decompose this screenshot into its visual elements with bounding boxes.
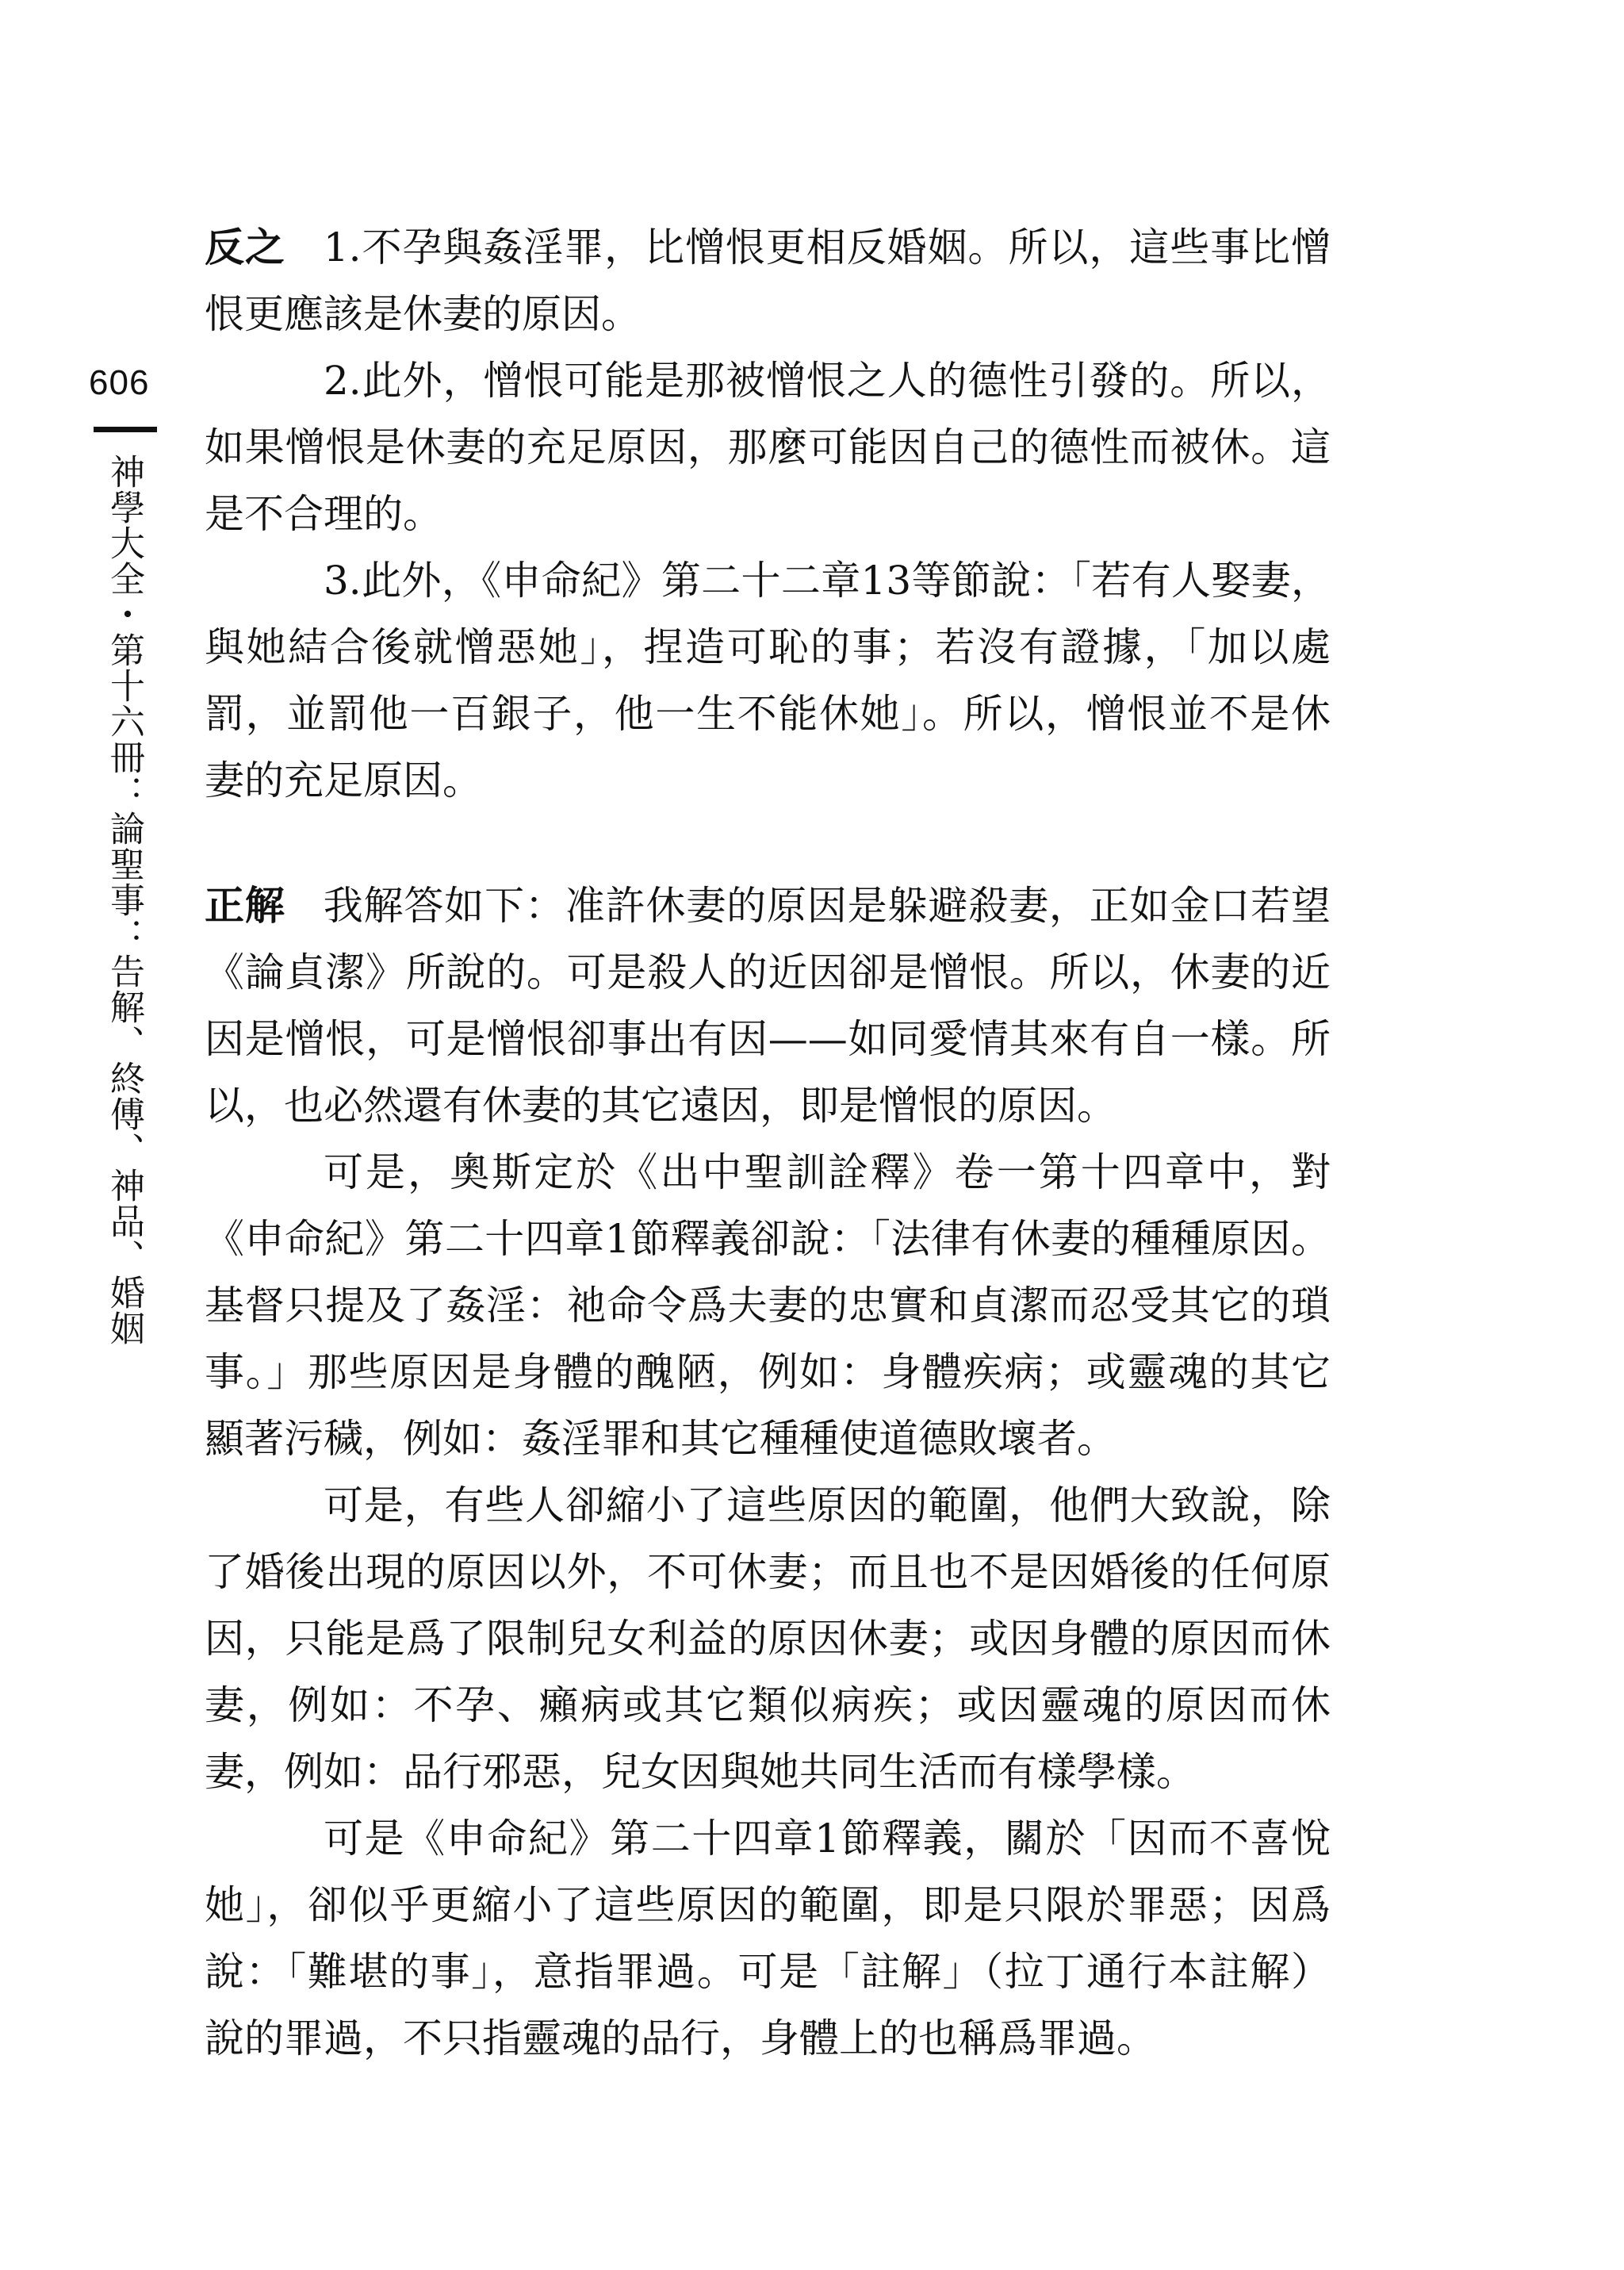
answer-label: 正解 <box>205 883 285 929</box>
contra-paragraph-3: 3.此外，《申命紀》第二十二章13等節說：「若有人娶妻，與她結合後就憎惡她」，捏造可恥的事；若沒有證據，「加以處罰，並罰他一百銀子，他一生不能休她」。所以，憎恨並不是休妻的充足原因。 <box>205 558 1331 803</box>
contra-text-1: 1.不孕與姦淫罪，比憎恨更相反婚姻。所以，這些事比憎恨更應該是休妻的原因。 <box>205 224 1331 337</box>
page-number: 606 <box>89 363 150 402</box>
section-gap <box>205 814 1331 872</box>
running-title: 神學大全・第十六冊：論聖事：告解、終傅、神品、婚姻 <box>104 454 144 1346</box>
contra-label: 反之 <box>205 224 285 270</box>
answer-text-1: 我解答如下：准許休妻的原因是躲避殺妻，正如金口若望《論貞潔》所說的。可是殺人的近因卻是憎恨。所以，休妻的近因是憎恨，可是憎恨卻事出有因——如同愛情其來有自一樣。所以，也必然還有休妻的其它遠因，即是憎恨的原因。 <box>205 883 1331 1129</box>
contra-paragraph-2: 2.此外，憎恨可能是那被憎恨之人的德性引發的。所以，如果憎恨是休妻的充足原因，那麼可能因自己的德性而被休。這是不合理的。 <box>205 358 1331 537</box>
contra-paragraph-1 <box>205 214 1331 347</box>
margin-rule <box>94 427 157 432</box>
answer-paragraph-1 <box>205 872 1331 1139</box>
body-text <box>205 214 1331 2072</box>
answer-paragraph-2: 可是，奧斯定於《出中聖訓詮釋》卷一第十四章中，對《申命紀》第二十四章1節釋義卻說：「法律有休妻的種種原因。基督只提及了姦淫：祂命令爲夫妻的忠實和貞潔而忍受其它的瑣事。」那些原因是身體的醜陋，例如：身體疾病；或靈魂的其它顯著污穢，例如：姦淫罪和其它種種使道德敗壞者。 <box>205 1149 1331 1462</box>
answer-paragraph-4: 可是《申命紀》第二十四章1節釋義，關於「因而不喜悅她」，卻似乎更縮小了這些原因的範圍，即是只限於罪惡；因爲說：「難堪的事」，意指罪過。可是「註解」（拉丁通行本註解）說的罪過，不只指靈魂的品行，身體上的也稱爲罪過。 <box>205 1816 1331 2061</box>
answer-paragraph-3: 可是，有些人卻縮小了這些原因的範圍，他們大致說，除了婚後出現的原因以外，不可休妻；而且也不是因婚後的任何原因，只能是爲了限制兒女利益的原因休妻；或因身體的原因而休妻，例如：不孕、癩病或其它類似病疾；或因靈魂的原因而休妻，例如：品行邪惡，兒女因與她共同生活而有樣學樣。 <box>205 1482 1331 1795</box>
